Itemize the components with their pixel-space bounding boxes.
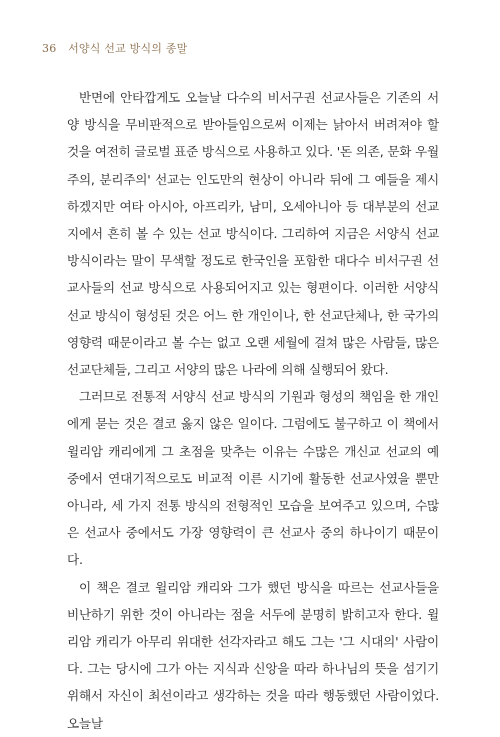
body-text	[67, 84, 439, 737]
running-header	[42, 40, 187, 56]
paragraph-2: 그러므로 전통적 서양식 선교 방식의 기원과 형성의 책임을 한 개인에게 묻는 것은 결코 옳지 않은 일이다. 그럼에도 불구하고 이 책에서 윌리암 캐리에게 그 초점을 맞추는 이유는 수많은 개신교 선교의 예 중에서 연대기적으로도 비교적 이른 시기에 활동한 선교사였을 뿐만 아니라, 세 가지 전통 방식의 전형적인 모습을 보여주고 있으며, 수많은 선교사 중에서도 가장 영향력이 큰 선교사 중의 하나이기 때문이다.	[67, 389, 439, 568]
page-number: 36	[42, 42, 57, 55]
running-title: 서양식 선교 방식의 종말	[68, 42, 188, 55]
paragraph-1: 반면에 안타깝게도 오늘날 다수의 비서구권 선교사들은 기존의 서양 방식을 무비판적으로 받아들임으로써 이제는 낡아서 버려져야 할 것을 여전히 글로벌 표준 방식으로 사용하고 있다. '돈 의존, 문화 우월주의, 분리주의' 선교는 인도만의 현상이 아니라 뒤에 그 예들을 제시하겠지만 여타 아시아, 아프리카, 남미, 오세아니아 등 대부분의 선교지에서 흔히 볼 수 있는 선교 방식이다. 그리하여 지금은 서양식 선교 방식이라는 말이 무색할 정도로 한국인을 포함한 대다수 비서구권 선교사들의 선교 방식으로 사용되어지고 있는 형편이다. 이러한 서양식 선교 방식이 형성된 것은 어느 한 개인이나, 한 선교단체나, 한 국가의 영향력 때문이라고 볼 수는 없고 오랜 세월에 걸쳐 많은 사람들, 많은 선교단체들, 그리고 서양의 많은 나라에 의해 실행되어 왔다.	[67, 90, 439, 378]
paragraph-3: 이 책은 결코 윌리암 캐리와 그가 했던 방식을 따르는 선교사들을 비난하기 위한 것이 아니라는 점을 서두에 분명히 밝히고자 한다. 윌리암 캐리가 아무리 위대한 선각자라고 해도 그는 '그 시대의' 사람이다. 그는 당시에 그가 아는 지식과 신앙을 따라 하나님의 뜻을 섬기기 위해서 자신이 최선이라고 생각하는 것을 따라 행동했던 사람이었다. 오늘날	[67, 579, 439, 731]
